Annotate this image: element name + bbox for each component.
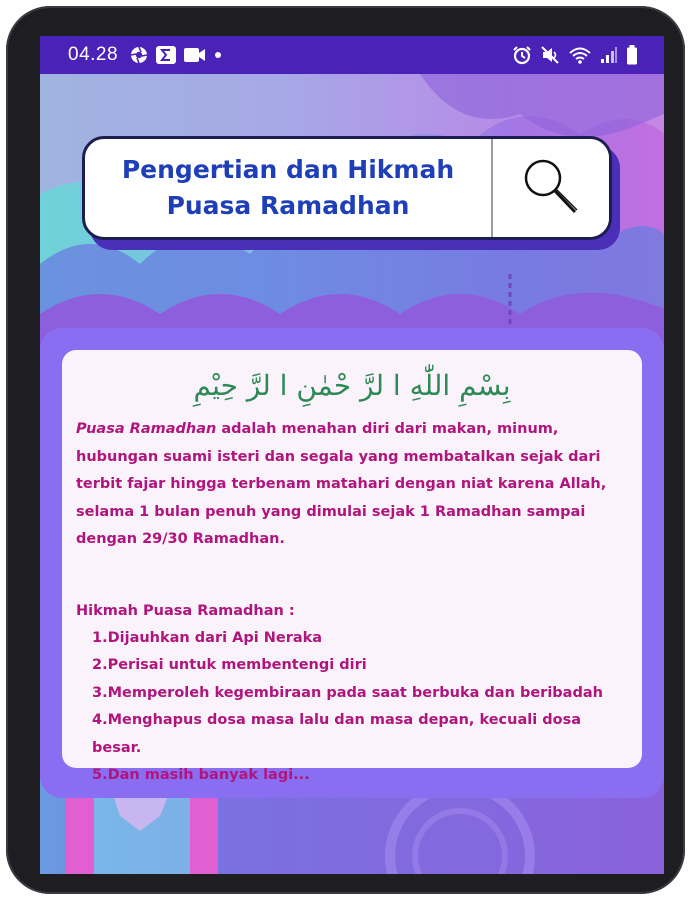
search-button[interactable] xyxy=(491,139,609,237)
list-item: 4.Menghapus dosa masa lalu dan masa depan, kecuali dosa besar. xyxy=(92,712,581,756)
app-screen xyxy=(40,36,664,874)
tablet-frame xyxy=(6,6,685,894)
status-time: 04.28 xyxy=(68,44,119,65)
alarm-icon xyxy=(512,45,532,65)
bismillah-text: بِسْمِ اللّٰهِ ا لرَّ حْمٰنِ ا لرَّ حِيْمِ xyxy=(193,369,511,402)
video-icon xyxy=(184,47,206,63)
signal-icon xyxy=(600,46,618,64)
list-item: 2.Perisai untuk membentengi diri xyxy=(92,657,367,673)
search-icon xyxy=(519,154,583,222)
wifi-icon xyxy=(568,45,592,65)
dot-icon xyxy=(214,51,222,59)
page-title: Pengertian dan Hikmah Puasa Ramadhan xyxy=(121,155,455,220)
intro-paragraph xyxy=(76,416,628,554)
aperture-icon xyxy=(130,46,148,64)
hikmah-heading: Hikmah Puasa Ramadhan : xyxy=(76,602,295,619)
intro-term: Puasa Ramadhan xyxy=(76,421,217,437)
title-search-bar xyxy=(82,136,612,240)
sigma-icon xyxy=(156,46,176,64)
status-bar xyxy=(40,36,664,74)
list-item: 1.Dijauhkan dari Api Neraka xyxy=(92,629,323,646)
content-card xyxy=(62,350,642,783)
battery-icon xyxy=(626,45,638,65)
content-panel xyxy=(40,328,664,798)
hikmah-list xyxy=(76,625,628,790)
intro-text: adalah menahan diri dari makan, minum, hubungan suami isteri dan segala yang membatalkan sejak dari terbit fajar hingga terbenam matahari dengan niat karena Allah, selama 1 bulan penuh yang dimulai sejak 1 Ramadhan sampai dengan 29/30 Ramadhan. xyxy=(76,421,607,547)
list-item: 3.Memperoleh kegembiraan pada saat berbuka dan beribadah xyxy=(92,684,603,701)
list-item: 5.Dan masih banyak lagi... xyxy=(92,767,310,783)
mute-icon xyxy=(540,45,560,65)
